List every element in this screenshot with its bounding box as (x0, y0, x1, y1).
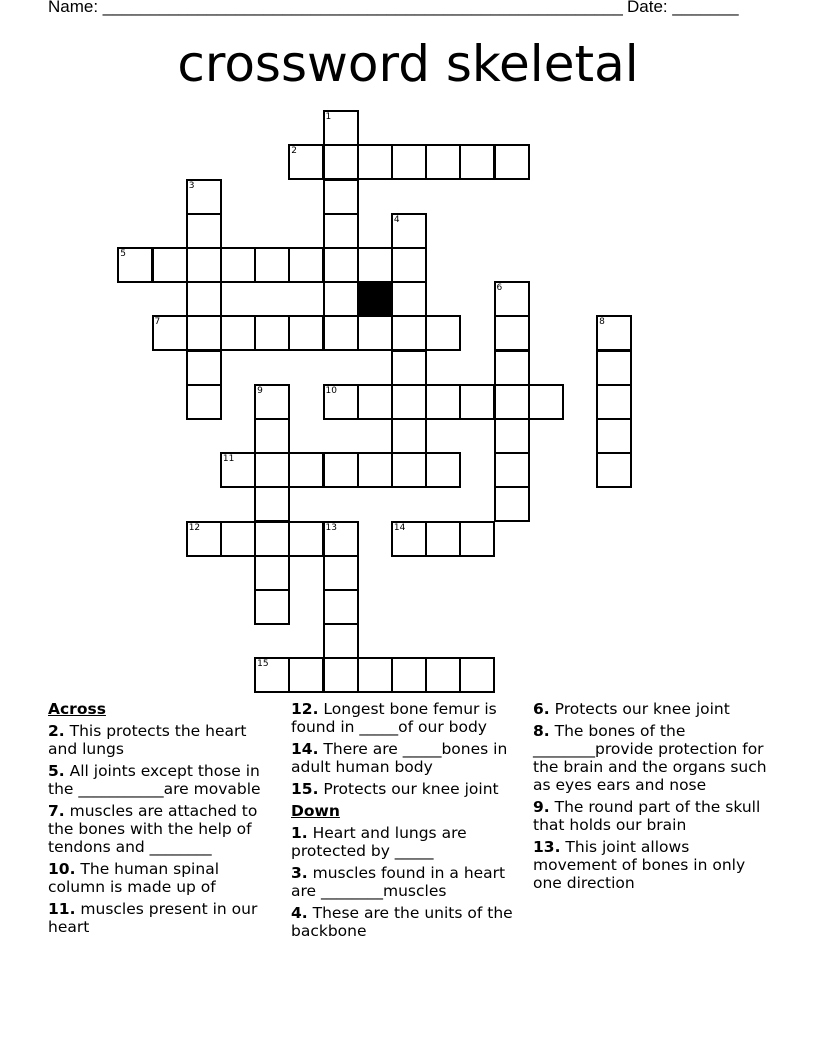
grid-cell[interactable] (220, 521, 256, 557)
grid-cell[interactable] (425, 384, 461, 420)
clue-number-label: 13. (533, 838, 561, 856)
grid-cell[interactable] (459, 521, 495, 557)
grid-cell[interactable] (528, 384, 564, 420)
clues-column-3 (533, 700, 773, 896)
clue-text: The bones of the ________provide protection for the brain and the organs such as eyes ears and nose (533, 722, 767, 794)
grid-cell[interactable] (391, 384, 427, 420)
grid-cell[interactable] (288, 144, 324, 180)
grid-cell[interactable] (494, 281, 530, 317)
across-clue-list (48, 722, 273, 936)
name-field-label: Name: _______________________________________________________ (48, 0, 623, 16)
down-clue-list (291, 824, 521, 940)
clue-item (48, 900, 273, 936)
grid-cell[interactable] (596, 350, 632, 386)
clue-number: 13 (325, 522, 337, 533)
grid-cell[interactable] (254, 418, 290, 454)
clue-number: 5 (120, 249, 127, 259)
grid-cell[interactable] (357, 247, 393, 283)
across-heading: Across (48, 700, 106, 718)
grid-cell[interactable] (152, 247, 188, 283)
grid-cell[interactable] (596, 315, 632, 351)
grid-cell[interactable] (323, 110, 359, 146)
clue-item (291, 824, 521, 860)
grid-cell[interactable] (254, 247, 290, 283)
down-clue-list-continued (533, 700, 773, 892)
grid-cell[interactable] (288, 247, 324, 283)
grid-cell[interactable] (323, 315, 359, 351)
clue-number: 6 (496, 283, 503, 294)
clue-number: 15 (257, 659, 269, 670)
clue-number-label: 4. (291, 904, 308, 922)
grid-cell[interactable] (323, 623, 359, 659)
grid-cell[interactable] (254, 486, 290, 522)
clue-number-label: 9. (533, 798, 550, 816)
clue-item (291, 740, 521, 776)
clue-text: Protects our knee joint (549, 700, 730, 718)
clue-number-label: 11. (48, 900, 76, 918)
clue-number: 7 (154, 317, 161, 328)
clue-number: 12 (188, 522, 201, 533)
grid-cell[interactable] (357, 657, 393, 693)
clue-text: This protects the heart and lungs (48, 722, 247, 758)
clue-item (533, 838, 773, 892)
clue-item (291, 904, 521, 940)
grid-cell[interactable] (357, 452, 393, 488)
grid-cell[interactable] (186, 315, 222, 351)
grid-cell[interactable] (357, 144, 393, 180)
grid-cell[interactable] (391, 657, 427, 693)
clues-column-1 (48, 700, 273, 940)
clue-text: These are the units of the backbone (291, 904, 513, 940)
down-heading: Down (291, 802, 340, 820)
clue-item (291, 700, 521, 736)
grid-cell[interactable] (186, 521, 222, 557)
clue-item (533, 798, 773, 834)
clue-number-label: 10. (48, 860, 76, 878)
grid-cell[interactable] (494, 452, 530, 488)
grid-cell[interactable] (254, 657, 290, 693)
grid-cell[interactable] (425, 144, 461, 180)
clue-item (48, 762, 273, 798)
grid-cell[interactable] (323, 213, 359, 249)
grid-cell[interactable] (391, 144, 427, 180)
clue-text: Protects our knee joint (318, 780, 499, 798)
grid-cell[interactable] (391, 247, 427, 283)
grid-cell[interactable] (357, 384, 393, 420)
grid-cell[interactable] (459, 384, 495, 420)
grid-cell[interactable] (323, 589, 359, 625)
clue-number-label: 15. (291, 780, 319, 798)
clue-text: The human spinal column is made up of (48, 860, 219, 896)
grid-cell[interactable] (323, 384, 359, 420)
clue-text: Heart and lungs are protected by _____ (291, 824, 467, 860)
clue-number: 11 (222, 454, 235, 465)
clue-item (48, 722, 273, 758)
clue-number: 3 (188, 180, 195, 191)
clue-number: 1 (325, 112, 332, 123)
grid-cell[interactable] (186, 350, 222, 386)
grid-cell[interactable] (254, 555, 290, 591)
grid-cell[interactable] (596, 418, 632, 454)
grid-cell[interactable] (288, 657, 324, 693)
grid-cell[interactable] (494, 350, 530, 386)
clue-text: There are _____bones in adult human body (291, 740, 508, 776)
clue-number-label: 14. (291, 740, 319, 758)
grid-cell[interactable] (288, 521, 324, 557)
grid-cell[interactable] (186, 179, 222, 215)
grid-cell[interactable] (186, 384, 222, 420)
clue-number-label: 3. (291, 864, 308, 882)
clue-number: 9 (257, 385, 263, 396)
clue-number-label: 6. (533, 700, 550, 718)
grid-cell[interactable] (494, 418, 530, 454)
grid-cell[interactable] (323, 657, 359, 693)
grid-cell[interactable] (220, 247, 256, 283)
clue-number-label: 5. (48, 762, 65, 780)
clue-item (533, 722, 773, 794)
grid-cell[interactable] (220, 452, 256, 488)
grid-cell[interactable] (323, 281, 359, 317)
clue-item (533, 700, 773, 718)
grid-cell[interactable] (494, 384, 530, 420)
clue-text: This joint allows movement of bones in only one direction (533, 838, 746, 892)
grid-cell[interactable] (152, 315, 188, 351)
clue-text: The round part of the skull that holds our brain (533, 798, 761, 834)
clues-column-2 (291, 700, 521, 944)
grid-cell[interactable] (186, 247, 222, 283)
grid-cell[interactable] (391, 350, 427, 386)
clue-text: muscles are attached to the bones with the help of tendons and ________ (48, 802, 258, 856)
grid-cell[interactable] (323, 555, 359, 591)
clue-number: 10 (325, 385, 337, 396)
grid-cell[interactable] (391, 452, 427, 488)
grid-cell[interactable] (220, 315, 256, 351)
clue-number-label: 7. (48, 802, 65, 820)
date-field-label: Date: _______ (627, 0, 739, 16)
clue-text: Longest bone femur is found in _____of our body (291, 700, 497, 736)
grid-cell[interactable] (254, 384, 290, 420)
clue-number-label: 8. (533, 722, 550, 740)
grid-cell[interactable] (254, 521, 290, 557)
grid-cell[interactable] (323, 452, 359, 488)
grid-cell[interactable] (186, 213, 222, 249)
grid-cell[interactable] (254, 589, 290, 625)
grid-cell[interactable] (117, 247, 153, 283)
clue-number: 8 (599, 317, 605, 328)
blocked-cell (357, 281, 393, 317)
grid-cell[interactable] (425, 315, 461, 351)
grid-cell[interactable] (425, 657, 461, 693)
clue-item (291, 780, 521, 798)
grid-cell[interactable] (391, 213, 427, 249)
grid-cell[interactable] (323, 144, 359, 180)
grid-cell[interactable] (425, 521, 461, 557)
clue-item (48, 802, 273, 856)
grid-cell[interactable] (186, 281, 222, 317)
clue-number: 14 (393, 522, 406, 533)
grid-cell[interactable] (323, 179, 359, 215)
clue-number-label: 1. (291, 824, 308, 842)
grid-cell[interactable] (391, 418, 427, 454)
clue-number: 4 (393, 214, 400, 225)
grid-cell[interactable] (494, 144, 530, 180)
grid-cell[interactable] (288, 452, 324, 488)
grid-cell[interactable] (494, 486, 530, 522)
grid-cell[interactable] (596, 452, 632, 488)
grid-cell[interactable] (391, 281, 427, 317)
puzzle-title: crossword skeletal (177, 35, 639, 93)
clue-number: 2 (291, 146, 298, 157)
grid-cell[interactable] (391, 315, 427, 351)
grid-cell[interactable] (254, 452, 290, 488)
across-clue-list-continued (291, 700, 521, 798)
grid-cell[interactable] (323, 247, 359, 283)
clue-text: muscles found in a heart are ________muscles (291, 864, 506, 900)
grid-cell[interactable] (391, 521, 427, 557)
grid-cell[interactable] (288, 315, 324, 351)
grid-cell[interactable] (459, 657, 495, 693)
clue-number-label: 2. (48, 722, 65, 740)
grid-cell[interactable] (323, 521, 359, 557)
clue-item (291, 864, 521, 900)
clue-text: muscles present in our heart (48, 900, 258, 936)
grid-cell[interactable] (596, 384, 632, 420)
clue-text: All joints except those in the ___________are movable (48, 762, 261, 798)
grid-cell[interactable] (425, 452, 461, 488)
grid-cell[interactable] (494, 315, 530, 351)
grid-cell[interactable] (254, 315, 290, 351)
grid-cell[interactable] (459, 144, 495, 180)
clue-number-label: 12. (291, 700, 319, 718)
clue-item (48, 860, 273, 896)
grid-cell[interactable] (357, 315, 393, 351)
